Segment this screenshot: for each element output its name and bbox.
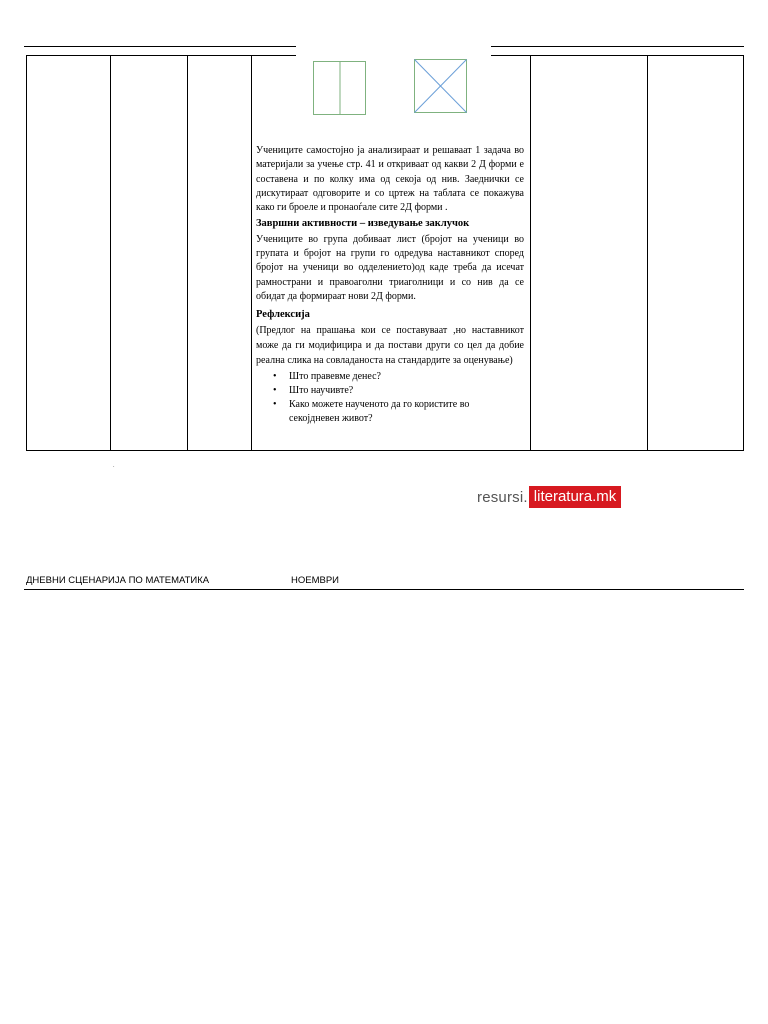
bullet-icon: • [273, 398, 277, 410]
reflection-paragraph: (Предлог на прашања кои се поставуваат ,но наставникот може да ги модифицира и да постави други со цел да добие реална слика на совладаноста на стандардите за оценување) [256, 324, 524, 366]
reflection-questions [256, 370, 524, 426]
table-col-divider [530, 56, 531, 450]
footer-title: ДНЕВНИ СЦЕНАРИЈА ПО МАТЕМАТИКА [26, 575, 210, 586]
logo-text-resursi: resursi. [477, 488, 528, 506]
list-item: • Што правевме денес? [273, 370, 381, 382]
list-item: • Што научивте? [273, 384, 354, 396]
task-paragraph: Учениците самостојно ја анализираат и решаваат 1 задача во материјали за учење стр. 41 и откриваат од какви 2 Д форми е составена и по колку има од секоја од нив. Заеднички се дискутираат одговорите и со цртеж на таблата се покажува како ги броеле и пронаоѓале сите 2Д форми . [256, 145, 524, 214]
figure-gap [296, 44, 491, 58]
table-col-divider [110, 56, 111, 450]
table-col-divider [187, 56, 188, 450]
logo-text-literatura: literatura.mk [529, 486, 622, 508]
lesson-content [256, 144, 524, 426]
footer-rule [24, 589, 744, 590]
table-col-divider [647, 56, 648, 450]
closing-activities-heading: Завршни активности – изведување заклучок [256, 218, 470, 230]
list-item: • Како можете наученото да го користите во секојдневен живот? [273, 398, 470, 424]
bullet-icon: • [273, 384, 277, 396]
group-work-paragraph: Учениците во група добиваат лист (бројот на ученици во групата и бројот на групи го одредува наставникот според бројот на ученици во одделението)од каде треба да исечат рамнострани и правоаголни триаголници и со нив да се обидат да формираат нови 2Д форми. [256, 233, 524, 302]
stray-dot: . [113, 463, 115, 469]
footer-month: НОЕМВРИ [291, 575, 340, 586]
table-col-divider [251, 56, 252, 450]
resursi-logo[interactable] [477, 485, 621, 509]
square-diagonals-figure [413, 58, 469, 115]
reflection-heading: Рефлексија [256, 309, 310, 321]
rectangle-split-figure [312, 60, 368, 117]
bullet-icon: • [273, 370, 277, 382]
